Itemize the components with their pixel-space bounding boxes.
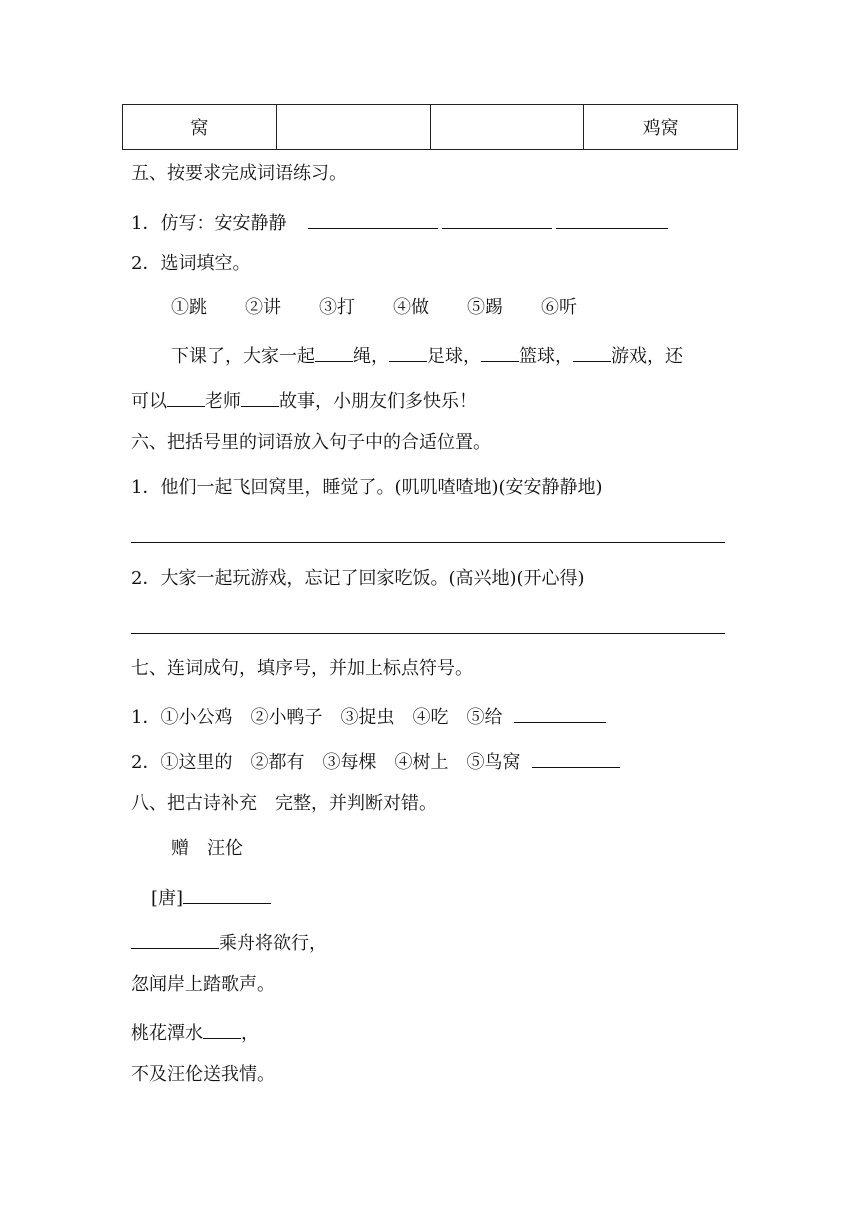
section7-heading: 七、连词成句，填序号，并加上标点符号。 <box>131 658 473 679</box>
section5-q2: 2．选词填空。 <box>131 253 251 274</box>
table-cell-blank[interactable] <box>276 105 430 150</box>
section5-heading: 五、按要求完成词语练习。 <box>131 163 347 184</box>
poem-line-2: 忽闻岸上踏歌声。 <box>131 974 275 995</box>
answer-line[interactable] <box>131 633 725 634</box>
option-item: ④做 <box>393 297 429 318</box>
answer-blank[interactable] <box>131 928 219 949</box>
poem-text: 桃花潭水 <box>131 1023 203 1044</box>
section8-heading: 八、把古诗补充 完整，并判断对错。 <box>131 793 437 814</box>
author-blank[interactable] <box>183 883 271 904</box>
poem-line-4: 不及汪伦送我情。 <box>131 1064 275 1085</box>
option-item: ①跳 <box>171 297 207 318</box>
table-cell: 鸡窝 <box>584 105 738 150</box>
section6-q1: 1．他们一起飞回窝里，睡觉了。(叽叽喳喳地)(安安静静地) <box>131 477 603 498</box>
answer-blank[interactable] <box>389 341 427 362</box>
poem-line-3 <box>131 1018 259 1046</box>
sentence-text: 绳， <box>353 346 389 367</box>
question-text: 2．①这里的 ②都有 ③每棵 ④树上 ⑤鸟窝 <box>131 752 521 773</box>
answer-blank[interactable] <box>556 208 668 229</box>
poem-line-1 <box>131 928 327 956</box>
sentence-text: 下课了，大家一起 <box>171 346 315 367</box>
section7-q2 <box>131 747 620 775</box>
poem-text: 乘舟将欲行， <box>219 933 327 954</box>
sentence-text: 老师 <box>205 391 241 412</box>
section5-q1 <box>131 208 668 236</box>
answer-blank[interactable] <box>573 341 611 362</box>
option-item: ⑥听 <box>541 297 577 318</box>
sentence-text: 篮球， <box>519 346 573 367</box>
table-cell-blank[interactable] <box>430 105 584 150</box>
answer-blank[interactable] <box>442 208 552 229</box>
word-table <box>122 104 738 150</box>
answer-line[interactable] <box>131 542 725 543</box>
q1-label: 1．仿写：安安静静 <box>131 213 287 234</box>
answer-blank[interactable] <box>514 702 606 723</box>
word-options <box>171 296 577 320</box>
option-item: ②讲 <box>245 297 281 318</box>
fill-sentence-line1 <box>171 341 683 369</box>
table-row <box>123 105 738 150</box>
answer-blank[interactable] <box>241 386 279 407</box>
answer-blank[interactable] <box>308 208 438 229</box>
fill-sentence-line2 <box>131 386 477 414</box>
poem-text: ， <box>241 1023 259 1044</box>
question-text: 1．①小公鸡 ②小鸭子 ③捉虫 ④吃 ⑤给 <box>131 707 503 728</box>
answer-blank[interactable] <box>203 1018 241 1039</box>
answer-blank[interactable] <box>532 747 620 768</box>
sentence-text: 可以 <box>131 391 167 412</box>
option-item: ⑤踢 <box>467 297 503 318</box>
section6-q2: 2．大家一起玩游戏，忘记了回家吃饭。(高兴地)(开心得) <box>131 568 585 589</box>
dynasty-label: [唐] <box>151 888 184 909</box>
answer-blank[interactable] <box>167 386 205 407</box>
answer-blank[interactable] <box>315 341 353 362</box>
sentence-text: 游戏，还 <box>611 346 683 367</box>
section7-q1 <box>131 702 606 730</box>
option-item: ③打 <box>319 297 355 318</box>
poem-title: 赠 汪伦 <box>171 838 243 859</box>
sentence-text: 足球， <box>427 346 481 367</box>
poem-author-line <box>151 883 271 911</box>
section6-heading: 六、把括号里的词语放入句子中的合适位置。 <box>131 432 491 453</box>
answer-blank[interactable] <box>481 341 519 362</box>
sentence-text: 故事，小朋友们多快乐！ <box>279 391 477 412</box>
table-cell: 窝 <box>123 105 277 150</box>
